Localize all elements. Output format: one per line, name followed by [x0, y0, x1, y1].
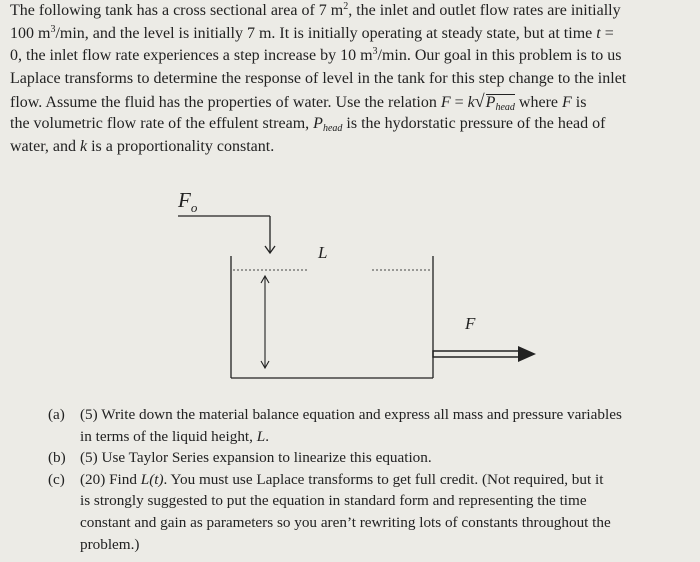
part-c-cont-1: is strongly suggested to put the equation in standard form and representing the time [80, 492, 587, 510]
sqrt-symbol: √ [474, 91, 485, 112]
part-c [48, 469, 700, 555]
part-a-label: (a) [48, 406, 65, 423]
outlet-arrow-shaft [433, 351, 521, 357]
part-c-cont-3: problem.) [80, 535, 140, 553]
part-c-cont-2: constant and gain as parameters so you aren’t rewriting lots of constants throughout the [80, 513, 611, 531]
inlet-flow-label: $F_o$ [178, 188, 198, 216]
statement-line-5: flow. Assume the fluid has the properties of water. Use the relation $F = k√P_{head}$ where F is [10, 91, 587, 114]
sqrt-radicand: $P_{head}$ [485, 94, 515, 114]
part-a-text: (5) Write down the material balance equation and express all mass and pressure variables [80, 406, 622, 423]
statement-line-2: 100 $m^3/\min$, and the level is initially 7 m. It is initially operating at steady state, but at time t = [10, 23, 614, 42]
statement-line-1: The following tank has a cross sectional area of 7 $m^2$, the inlet and outlet flow rates are initially [10, 1, 621, 19]
part-a [48, 404, 700, 447]
level-label: L [318, 243, 328, 262]
question-parts [48, 404, 700, 555]
statement-line-6: the volumetric flow rate of the effulent stream, $P_{head}$ is the hydorstatic pressure of the head of [10, 114, 606, 134]
statement-line-3: 0, the inlet flow rate experiences a step increase by 10 $m^3/\min$. Our goal in this problem is to us [10, 46, 622, 65]
part-c-label: (c) [48, 470, 65, 488]
part-b-label: (b) [48, 449, 66, 467]
outlet-arrowhead [518, 346, 536, 362]
part-b-text: (5) Use Taylor Series expansion to linearize this equation. [80, 449, 432, 467]
outlet-flow-label: F [465, 314, 476, 333]
part-b [48, 447, 700, 469]
statement-line-7: water, and k is a proportionality constant. [10, 137, 275, 155]
statement-line-4: Laplace transforms to determine the response of level in the tank for this step change to the inlet [10, 69, 627, 87]
part-a-cont: in terms of the liquid height, L. [80, 427, 269, 445]
part-c-text: (20) Find L(t). You must use Laplace transforms to get full credit. (Not required, but it [80, 470, 604, 488]
